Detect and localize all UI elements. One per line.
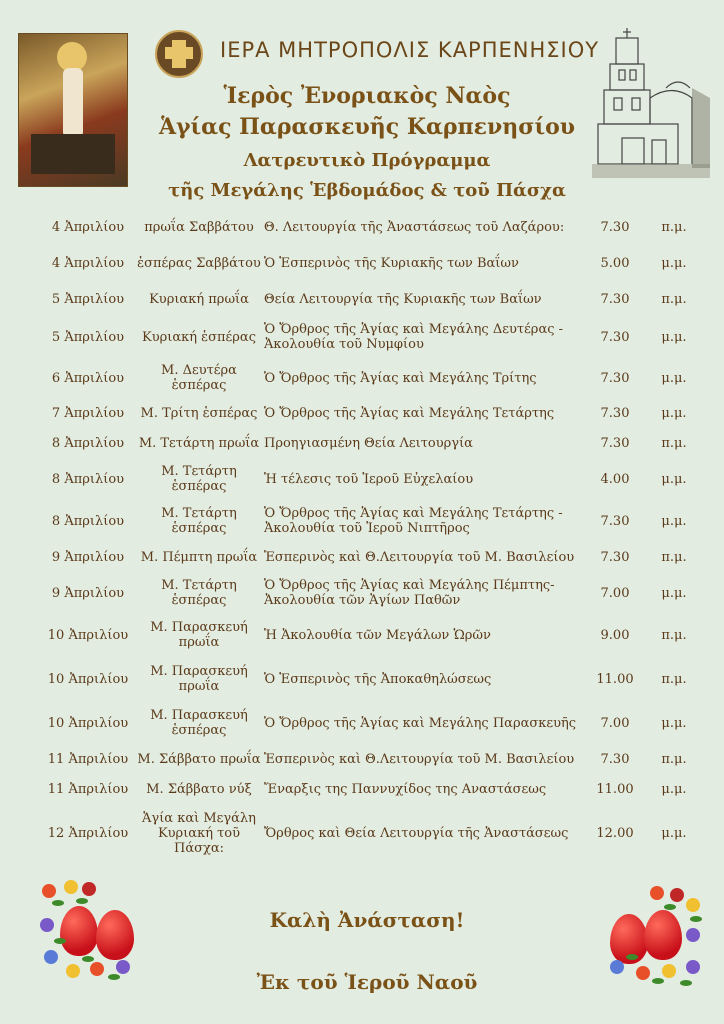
schedule-time-of-day: πρωΐα Σαββάτου — [144, 219, 254, 235]
schedule-service: Ὁ Ὄρθρος τῆς Ἁγίας καὶ Μεγάλης Παρασκευῆς — [264, 715, 577, 731]
schedule-hour: 7.30 — [600, 513, 630, 529]
schedule-row — [42, 398, 702, 428]
schedule-am-pm: μ.μ. — [661, 255, 687, 271]
schedule-time-of-day: Μ. Παρασκευή ἑσπέρας — [150, 708, 248, 738]
parish-title-line2: Ἁγίας Παρασκευῆς Καρπενησίου — [158, 114, 576, 140]
schedule-row — [42, 282, 702, 316]
schedule-hour: 5.00 — [600, 255, 630, 271]
schedule-date: 8 Ἀπριλίου — [51, 471, 125, 487]
schedule-am-pm: μ.μ. — [661, 513, 687, 529]
schedule-hour: 7.30 — [600, 370, 630, 386]
schedule-hour: 7.30 — [600, 405, 630, 421]
schedule-time-of-day: Μ. Παρασκευή πρωΐα — [150, 664, 248, 694]
schedule-service: Ἔναρξις της Παννυχίδος της Αναστάσεως — [264, 781, 547, 797]
schedule-date: 5 Ἀπριλίου — [51, 329, 125, 345]
schedule-service: Προηγιασμένη Θεία Λειτουργία — [264, 435, 473, 451]
seal-cross-horizontal — [165, 47, 193, 59]
schedule-service: Ὁ Ὄρθρος τῆς Ἁγίας καὶ Μεγάλης Τετάρτης - Ἀκολουθία τοῦ Ἱεροῦ Νιπτῆρος — [264, 506, 563, 536]
schedule-hour: 11.00 — [596, 781, 634, 797]
flower-shape — [650, 886, 664, 900]
schedule-time-of-day: Μ. Δευτέρα ἑσπέρας — [161, 363, 237, 393]
schedule-time-of-day: Κυριακή πρωΐα — [149, 291, 249, 307]
schedule-hour: 7.30 — [600, 549, 630, 565]
schedule-am-pm: π.μ. — [661, 627, 687, 643]
schedule-service: Ἑσπερινὸς καὶ Θ.Λειτουργία τοῦ Μ. Βασιλείου — [264, 549, 575, 565]
schedule-service: Ὁ Ἑσπερινὸς τῆς Ἀποκαθηλώσεως — [264, 671, 492, 687]
schedule-hour: 4.00 — [600, 471, 630, 487]
metropolis-seal-logo — [155, 30, 203, 78]
schedule-hour: 7.30 — [600, 219, 630, 235]
program-title-line2: τῆς Μεγάλης Ἑβδομάδος & τοῦ Πάσχα — [168, 180, 566, 201]
leaf-shape — [82, 956, 94, 962]
schedule-date: 11 Ἀπριλίου — [47, 781, 129, 797]
schedule-date: 7 Ἀπριλίου — [51, 405, 125, 421]
schedule-time-of-day: Μ. Σάββατο νύξ — [146, 781, 252, 797]
schedule-time-of-day: Μ. Παρασκευή πρωΐα — [150, 620, 248, 650]
schedule-hour: 7.00 — [600, 585, 630, 601]
schedule-am-pm: μ.μ. — [661, 329, 687, 345]
schedule-row — [42, 774, 702, 804]
flower-shape — [44, 950, 58, 964]
schedule-date: 11 Ἀπριλίου — [47, 751, 129, 767]
schedule-row — [42, 458, 702, 500]
schedule-date: 4 Ἀπριλίου — [51, 219, 125, 235]
metropolis-title: ΙΕΡΑ ΜΗΤΡΟΠΟΛΙΣ ΚΑΡΠΕΝΗΣΙΟΥ — [220, 38, 600, 62]
schedule-am-pm: μ.μ. — [661, 781, 687, 797]
program-title-line1: Λατρευτικὸ Πρόγραμμα — [243, 150, 491, 171]
schedule-hour: 7.30 — [600, 329, 630, 345]
schedule-service: Ὁ Ἑσπερινὸς τῆς Κυριακῆς των Βαΐων — [264, 255, 519, 271]
schedule-row — [42, 316, 702, 358]
schedule-service: Ὁ Ὄρθρος τῆς Ἁγίας καὶ Μεγάλης Πέμπτης- Ἀκολουθία τῶν Ἁγίων Παθῶν — [264, 578, 555, 608]
schedule-row — [42, 428, 702, 458]
schedule-time-of-day: Μ. Τετάρτη ἑσπέρας — [161, 506, 237, 536]
leaf-shape — [626, 954, 638, 960]
schedule-row — [42, 210, 702, 244]
schedule-date: 8 Ἀπριλίου — [51, 435, 125, 451]
schedule-table — [42, 210, 702, 862]
schedule-service: Ἑσπερινὸς καὶ Θ.Λειτουργία τοῦ Μ. Βασιλείου — [264, 751, 575, 767]
schedule-service: Ὄρθρος καὶ Θεία Λειτουργία τῆς Ἀναστάσεως — [264, 825, 569, 841]
schedule-service: Θεία Λειτουργία τῆς Κυριακῆς των Βαΐων — [264, 291, 542, 307]
schedule-date: 12 Ἀπριλίου — [47, 825, 129, 841]
schedule-hour: 7.30 — [600, 291, 630, 307]
leaf-shape — [76, 898, 88, 904]
schedule-time-of-day: Μ. Τετάρτη ἑσπέρας — [161, 464, 237, 494]
schedule-time-of-day: Μ. Πέμπτη πρωΐα — [140, 549, 258, 565]
schedule-row — [42, 542, 702, 572]
schedule-time-of-day: Ἁγία καὶ Μεγάλη Κυριακή τοῦ Πάσχα: — [142, 810, 256, 856]
flower-shape — [82, 882, 96, 896]
schedule-service: Ὁ Ὄρθρος τῆς Ἁγίας καὶ Μεγάλης Τετάρτης — [264, 405, 555, 421]
schedule-service: Ὁ Ὄρθρος τῆς Ἁγίας καὶ Μεγάλης Δευτέρας - Ἀκολουθία τοῦ Νυμφίου — [264, 322, 564, 352]
schedule-date: 4 Ἀπριλίου — [51, 255, 125, 271]
schedule-date: 10 Ἀπριλίου — [47, 627, 129, 643]
parish-title-line1: Ἱερὸς Ἐνοριακὸς Ναὸς — [223, 83, 511, 109]
schedule-hour: 7.00 — [600, 715, 630, 731]
leaf-shape — [54, 938, 66, 944]
schedule-row — [42, 572, 702, 614]
schedule-am-pm: μ.μ. — [661, 715, 687, 731]
schedule-row — [42, 804, 702, 862]
schedule-am-pm: π.μ. — [661, 435, 687, 451]
schedule-date: 8 Ἀπριλίου — [51, 513, 125, 529]
schedule-hour: 7.30 — [600, 435, 630, 451]
schedule-row — [42, 358, 702, 398]
schedule-service: Θ. Λειτουργία τῆς Ἀναστάσεως τοῦ Λαζάρου: — [264, 219, 565, 235]
schedule-time-of-day: ἑσπέρας Σαββάτου — [137, 255, 261, 271]
schedule-hour: 7.30 — [600, 751, 630, 767]
schedule-date: 10 Ἀπριλίου — [47, 715, 129, 731]
flower-shape — [670, 888, 684, 902]
schedule-date: 9 Ἀπριλίου — [51, 549, 125, 565]
schedule-row — [42, 744, 702, 774]
schedule-service: Ὁ Ὄρθρος τῆς Ἁγίας καὶ Μεγάλης Τρίτης — [264, 370, 537, 386]
schedule-time-of-day: Μ. Σάββατο πρωΐα — [137, 751, 261, 767]
schedule-row — [42, 614, 702, 656]
schedule-date: 9 Ἀπριλίου — [51, 585, 125, 601]
schedule-am-pm: μ.μ. — [661, 370, 687, 386]
schedule-time-of-day: Κυριακή ἑσπέρας — [141, 329, 256, 345]
schedule-time-of-day: Μ. Τετάρτη ἑσπέρας — [161, 578, 237, 608]
schedule-hour: 12.00 — [596, 825, 634, 841]
leaf-shape — [52, 900, 64, 906]
schedule-am-pm: π.μ. — [661, 549, 687, 565]
schedule-hour: 11.00 — [596, 671, 634, 687]
schedule-date: 6 Ἀπριλίου — [51, 370, 125, 386]
schedule-hour: 9.00 — [600, 627, 630, 643]
schedule-am-pm: π.μ. — [661, 671, 687, 687]
signature-line: Ἐκ τοῦ Ἱεροῦ Ναοῦ — [256, 970, 478, 994]
schedule-time-of-day: Μ. Τετάρτη πρωΐα — [138, 435, 260, 451]
schedule-time-of-day: Μ. Τρίτη ἑσπέρας — [140, 405, 258, 421]
schedule-date: 5 Ἀπριλίου — [51, 291, 125, 307]
easter-greeting: Καλὴ Ἀνάσταση! — [269, 908, 465, 932]
schedule-row — [42, 702, 702, 744]
schedule-service: Ἡ Ἀκολουθία τῶν Μεγάλων Ὡρῶν — [264, 627, 491, 643]
schedule-am-pm: π.μ. — [661, 219, 687, 235]
schedule-am-pm: μ.μ. — [661, 405, 687, 421]
schedule-service: Ἡ τέλεσις τοῦ Ἱεροῦ Εὐχελαίου — [264, 471, 474, 487]
flower-shape — [42, 884, 56, 898]
flower-shape — [64, 880, 78, 894]
schedule-am-pm: μ.μ. — [661, 471, 687, 487]
schedule-am-pm: μ.μ. — [661, 825, 687, 841]
schedule-am-pm: π.μ. — [661, 751, 687, 767]
schedule-row — [42, 244, 702, 282]
schedule-date: 10 Ἀπριλίου — [47, 671, 129, 687]
schedule-row — [42, 656, 702, 702]
schedule-am-pm: μ.μ. — [661, 585, 687, 601]
schedule-am-pm: π.μ. — [661, 291, 687, 307]
schedule-row — [42, 500, 702, 542]
